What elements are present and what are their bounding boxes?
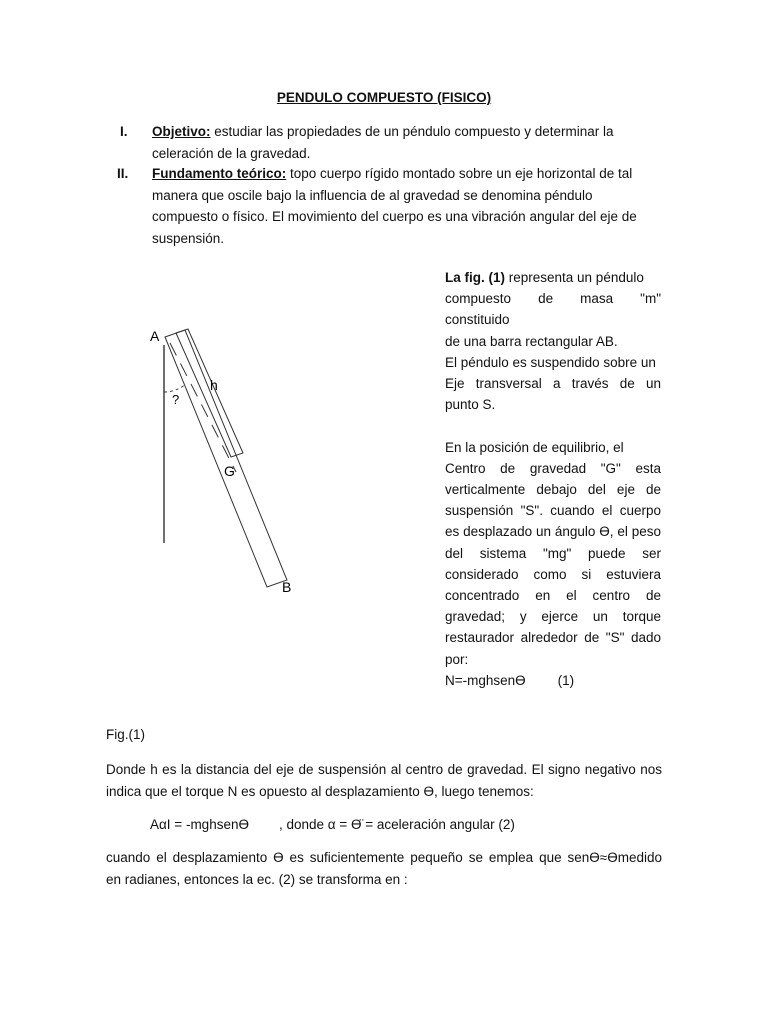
equation-1 <box>445 670 661 691</box>
right-line-4: de una barra rectangular AB. <box>445 333 618 349</box>
right-line-18: por: <box>445 651 469 667</box>
right-line-17: restaurador alrededor de "S" dado <box>445 630 661 646</box>
right-line-14: considerado como si estuviera <box>445 566 661 582</box>
right-line-1-text: representa un péndulo <box>505 270 644 285</box>
paragraph-1: Donde h es la distancia del eje de suspensión al centro de gravedad. El signo negativo nos indica que el torque N es opuesto al desplazamiento ϴ, luego tenemos: <box>106 762 662 799</box>
h-bracket <box>176 329 243 457</box>
section-2-body: topo cuerpo rígido montado sobre un eje horizontal de tal manera que oscile bajo la influencia de al gravedad se denomina péndulo compuesto o físico. El movimiento del cuerpo es una vibración angular del eje de suspensión. <box>152 166 637 246</box>
equation-1-text: N=-mghsenϴ <box>445 672 526 688</box>
section-1-body: estudiar las propiedades de un péndulo compuesto y determinar la celeración de la gravedad. <box>152 124 614 161</box>
figure-description <box>445 267 661 691</box>
paragraph-2-line-1: cuando el desplazamiento ϴ es suficientemente pequeño se emplea que senϴ≈ϴmedido <box>106 850 662 865</box>
right-line-1 <box>445 267 661 288</box>
right-line-5: El péndulo es suspendido sobre un <box>445 354 656 370</box>
pendulum-figure <box>140 320 320 600</box>
right-line-2: compuesto de masa "m" <box>445 291 661 307</box>
right-line-15: concentrado en el centro de <box>445 588 661 604</box>
section-2-text <box>152 163 652 249</box>
right-line-12: es desplazado un ángulo ϴ, el peso <box>445 524 661 540</box>
label-h: h <box>210 377 218 393</box>
paragraph-2-line-2: en radianes, entonces la ec. (2) se transforma en : <box>106 872 408 887</box>
section-1-label: Objetivo: <box>152 124 211 139</box>
equation-2-right: , donde α = ϴ̈ = aceleración angular (2) <box>278 817 515 832</box>
equation-2 <box>150 814 515 836</box>
label-g: G <box>224 463 235 479</box>
section-2-label: Fundamento teórico: <box>152 166 287 181</box>
fig-ref: La fig. (1) <box>445 270 505 285</box>
right-line-16: gravedad; y ejerce un torque <box>445 609 661 625</box>
figure-caption: Fig.(1) <box>106 727 146 742</box>
label-angle: ? <box>172 392 180 407</box>
document-title: PENDULO COMPUESTO (FISICO) <box>276 90 492 105</box>
right-line-9: Centro de gravedad "G" esta <box>445 460 661 476</box>
section-1-number: I. <box>120 124 128 139</box>
section-1-text <box>152 121 652 164</box>
right-line-3: constituido <box>445 312 510 328</box>
section-2-number: II. <box>117 166 129 181</box>
right-line-10: verticalmente debajo del eje de <box>445 482 661 498</box>
equation-2-left: AαI = -mghsenϴ <box>150 817 249 832</box>
right-line-11: suspensión "S". cuando el cuerpo <box>445 503 661 519</box>
label-b: B <box>282 579 292 595</box>
right-line-13: del sistema "mg" puede ser <box>445 545 661 561</box>
right-line-8: En la posición de equilibrio, el <box>445 439 624 455</box>
equation-1-number: (1) <box>557 672 575 688</box>
angle-arc <box>164 384 186 392</box>
label-a: A <box>150 328 160 344</box>
right-line-7: punto S. <box>445 397 496 413</box>
right-line-6: Eje transversal a través de un <box>445 376 661 392</box>
